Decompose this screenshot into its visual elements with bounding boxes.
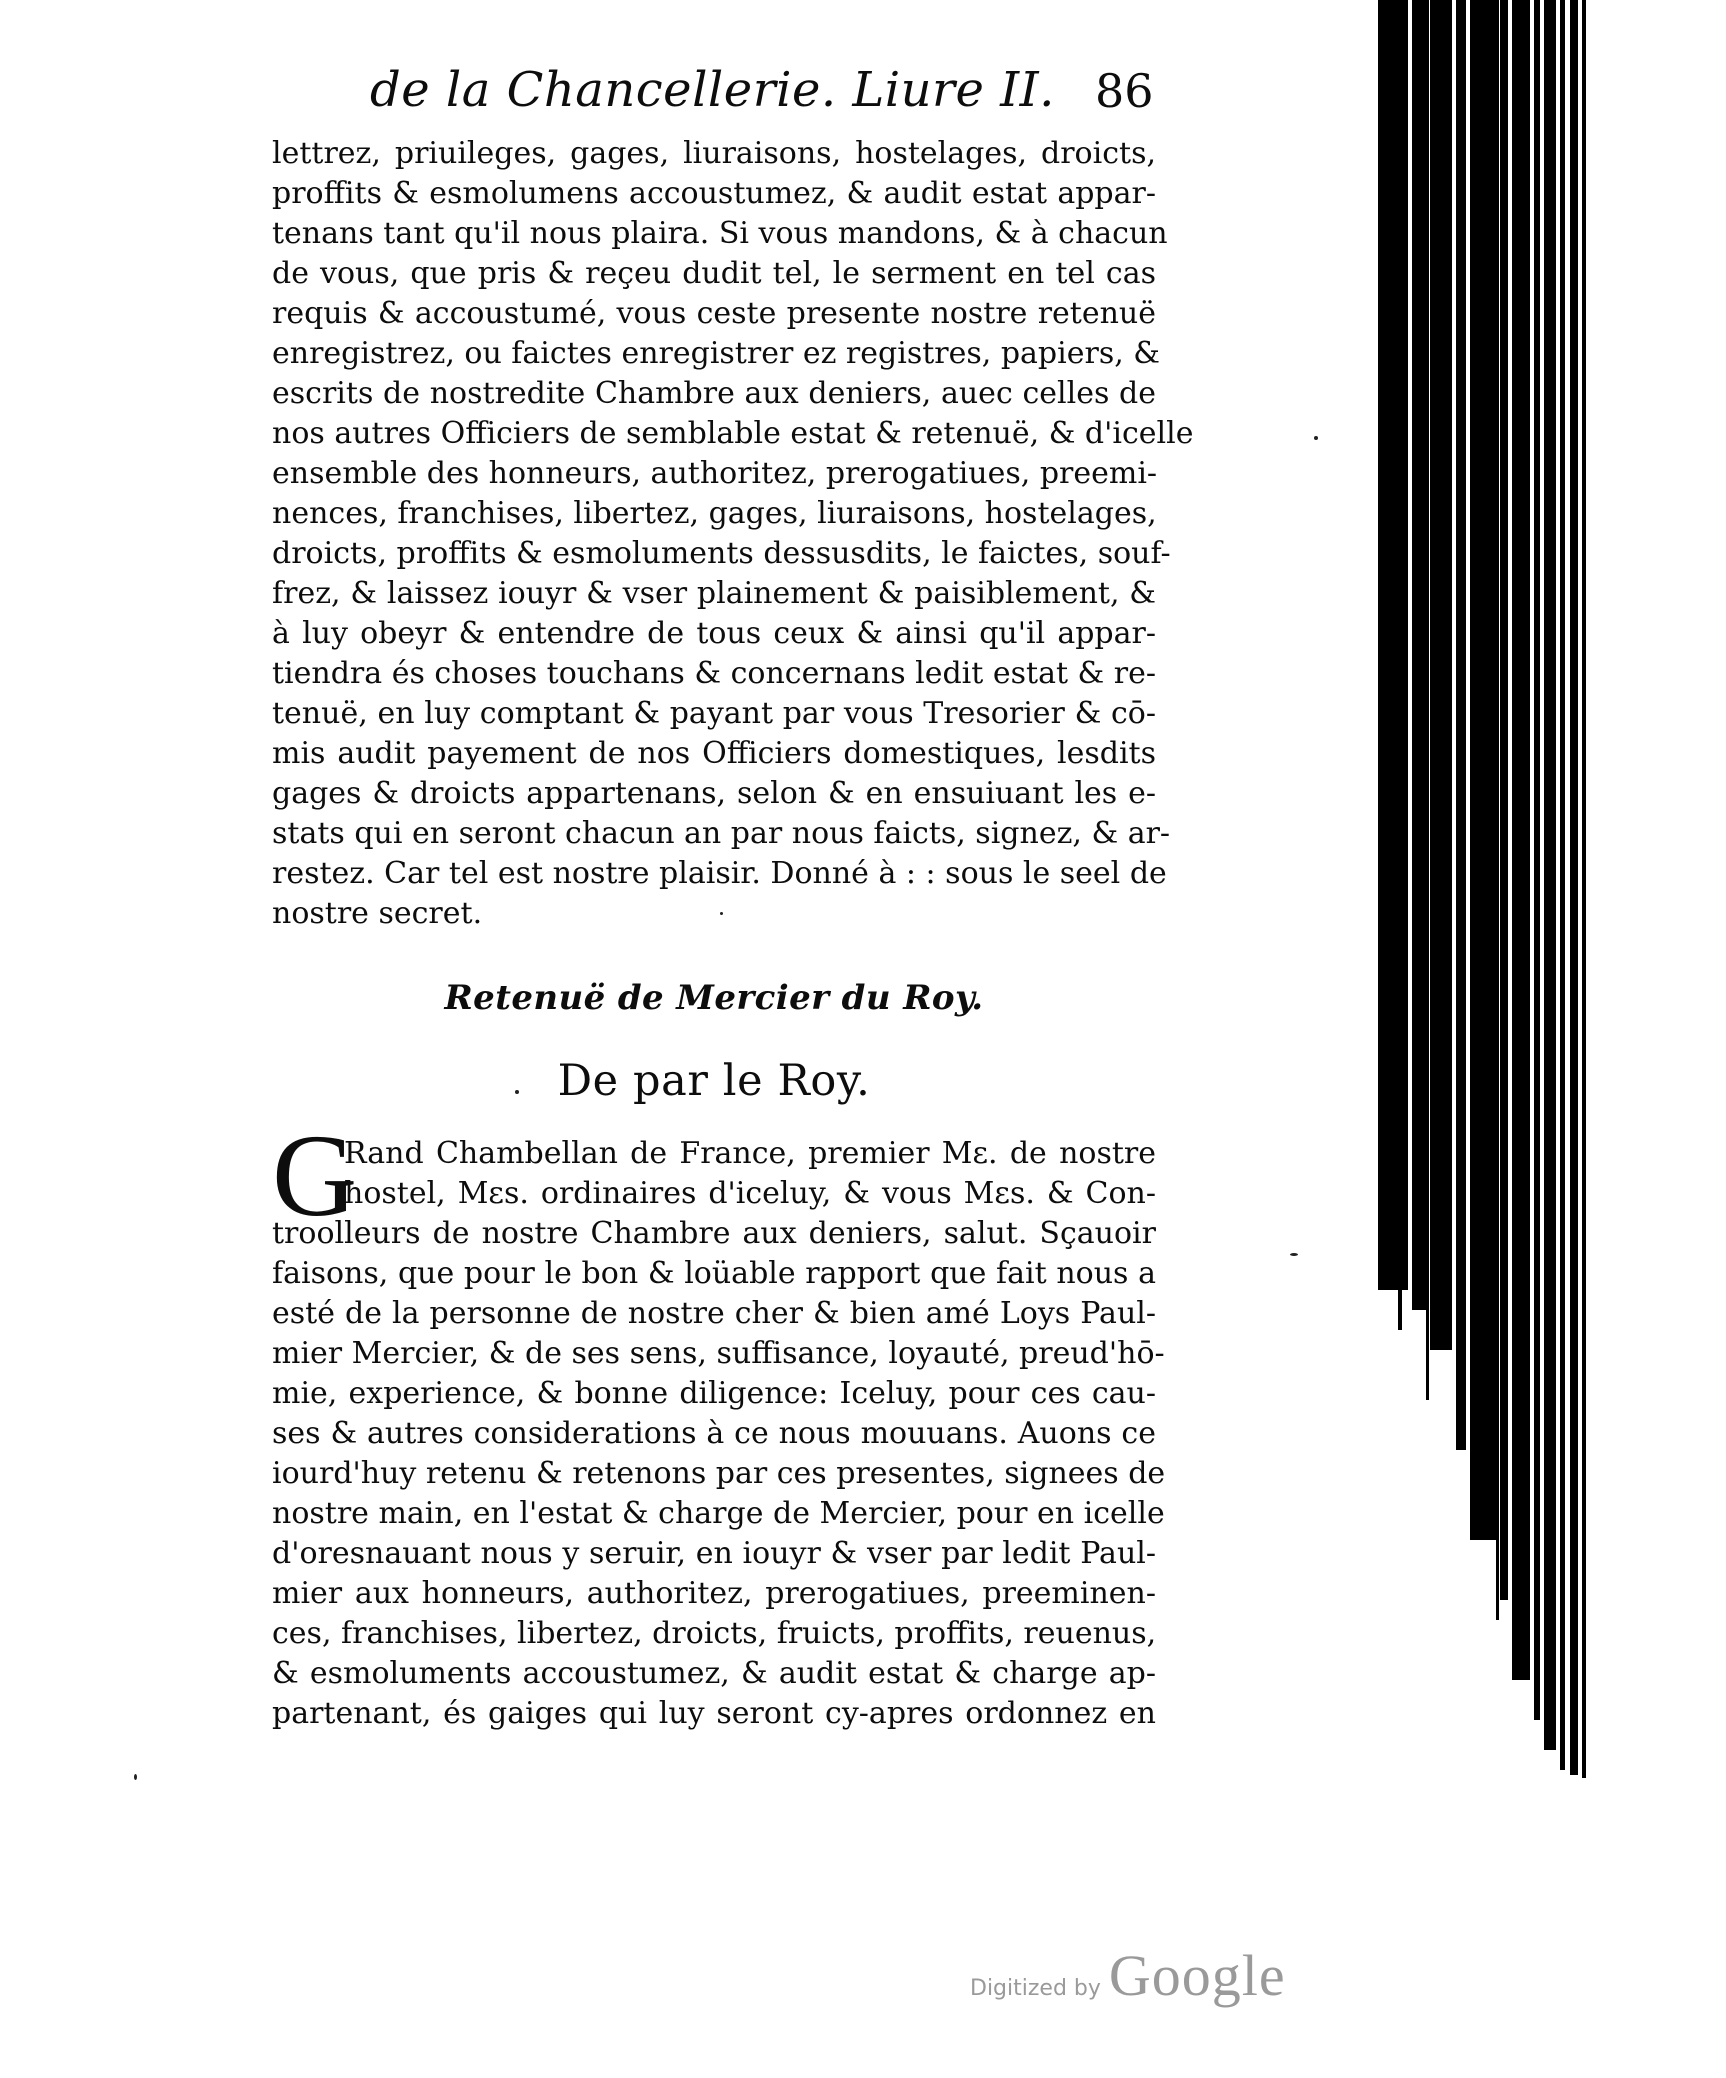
text-line: hostel, Mεs. ordinaires d'iceluy, & vous Mεs. & Con-: [344, 1176, 1156, 1211]
text-line: stats qui en seront chacun an par nous faicts, signez, & ar-: [272, 816, 1171, 851]
watermark-prefix: Digitized by: [970, 1976, 1101, 2001]
text-line: faisons, que pour le bon & loüable rapport que fait nous a: [272, 1256, 1156, 1291]
stack-bar: [1470, 0, 1496, 1540]
text-line: nos autres Officiers de semblable estat & retenuë, & d'icelle: [272, 416, 1194, 451]
ink-speck: [1290, 1253, 1298, 1256]
text-line: mie, experience, & bonne diligence: Iceluy, pour ces cau-: [272, 1376, 1156, 1411]
stack-bar: [1544, 0, 1556, 1750]
text-line: tenans tant qu'il nous plaira. Si vous mandons, & à chacun: [272, 216, 1168, 251]
text-line: nostre secret.: [272, 896, 483, 931]
page-stack-edge: [1378, 0, 1598, 1780]
stack-bar: [1496, 0, 1499, 1620]
stack-bar: [1430, 0, 1452, 1350]
proclamation-heading: De par le Roy.: [557, 1056, 871, 1106]
text-line: à luy obeyr & entendre de tous ceux & ainsi qu'il appar-: [272, 616, 1156, 651]
text-line: frez, & laissez iouyr & vser plainement & paisiblement, &: [272, 576, 1156, 611]
stack-bar: [1512, 0, 1530, 1680]
stack-bar: [1570, 0, 1578, 1775]
drop-cap: G: [272, 1110, 358, 1241]
stack-bar: [1560, 0, 1565, 1770]
text-line: ses & autres considerations à ce nous mouuans. Auons ce: [272, 1416, 1156, 1451]
page-number: 86: [1095, 64, 1154, 118]
body-text-first: [272, 134, 1194, 934]
text-line: nences, franchises, libertez, gages, liuraisons, hostelages,: [272, 496, 1157, 531]
text-line: mis audit payement de nos Officiers domestiques, lesdits: [272, 736, 1156, 771]
stack-bar: [1378, 0, 1408, 1290]
ink-speck: [134, 1774, 137, 1780]
text-line: proffits & esmolumens accoustumez, & audit estat appar-: [272, 176, 1156, 211]
stack-bar: [1534, 0, 1540, 1720]
text-line: tiendra és choses touchans & concernans ledit estat & re-: [272, 656, 1157, 691]
text-line: requis & accoustumé, vous ceste presente nostre retenuë: [272, 296, 1156, 331]
text-line: gages & droicts appartenans, selon & en ensuiuant les e-: [272, 776, 1156, 811]
text-line: enregistrez, ou faictes enregistrer ez registres, papiers, &: [272, 336, 1160, 371]
text-line: ces, franchises, libertez, droicts, fruicts, proffits, reuenus,: [272, 1616, 1157, 1651]
text-line: esté de la personne de nostre cher & bien amé Loys Paul-: [272, 1296, 1156, 1331]
text-line: de vous, que pris & reçeu dudit tel, le serment en tel cas: [272, 256, 1156, 291]
stack-bar: [1412, 0, 1426, 1310]
digitized-watermark: [970, 1942, 1286, 2009]
stack-bar: [1582, 0, 1586, 1778]
ink-speck: [515, 1090, 519, 1094]
stack-bar: [1398, 0, 1402, 1330]
stack-bar: [1456, 0, 1466, 1450]
text-line: lettrez, priuileges, gages, liuraisons, hostelages, droicts,: [272, 136, 1156, 171]
ink-speck: [720, 912, 723, 915]
text-line: nostre main, en l'estat & charge de Mercier, pour en icelle: [272, 1496, 1165, 1531]
section-heading: Retenuë de Mercier du Roy.: [444, 978, 984, 1018]
running-head: de la Chancellerie. Liure II.: [370, 62, 1055, 118]
body-text-second: [272, 1134, 1166, 1734]
stack-bar: [1500, 0, 1508, 1600]
ink-speck: [1314, 436, 1318, 440]
watermark-brand: Google: [1108, 1943, 1286, 2008]
text-line: mier aux honneurs, authoritez, prerogatiues, preeminen-: [272, 1576, 1156, 1611]
text-line: escrits de nostredite Chambre aux deniers, auec celles de: [272, 376, 1156, 411]
text-line: Rand Chambellan de France, premier Mε. de nostre: [344, 1136, 1156, 1171]
page-header: [370, 62, 1170, 142]
stack-bar: [1426, 0, 1429, 1400]
text-line: tenuë, en luy comptant & payant par vous Tresorier & cō-: [272, 696, 1156, 731]
text-line: restez. Car tel est nostre plaisir. Donné à : : sous le seel de: [272, 856, 1167, 891]
text-line: troolleurs de nostre Chambre aux deniers, salut. Sçauoir: [272, 1216, 1156, 1251]
text-line: partenant, és gaiges qui luy seront cy-apres ordonnez en: [272, 1696, 1156, 1731]
text-line: mier Mercier, & de ses sens, suffisance, loyauté, preud'hō-: [272, 1336, 1165, 1371]
text-line: d'oresnauant nous y seruir, en iouyr & vser par ledit Paul-: [272, 1536, 1156, 1571]
text-line: droicts, proffits & esmoluments dessusdits, le faictes, souf-: [272, 536, 1171, 571]
text-line: ensemble des honneurs, authoritez, prerogatiues, preemi-: [272, 456, 1158, 491]
text-line: iourd'huy retenu & retenons par ces presentes, signees de: [272, 1456, 1166, 1491]
text-line: & esmoluments accoustumez, & audit estat & charge ap-: [272, 1656, 1156, 1691]
